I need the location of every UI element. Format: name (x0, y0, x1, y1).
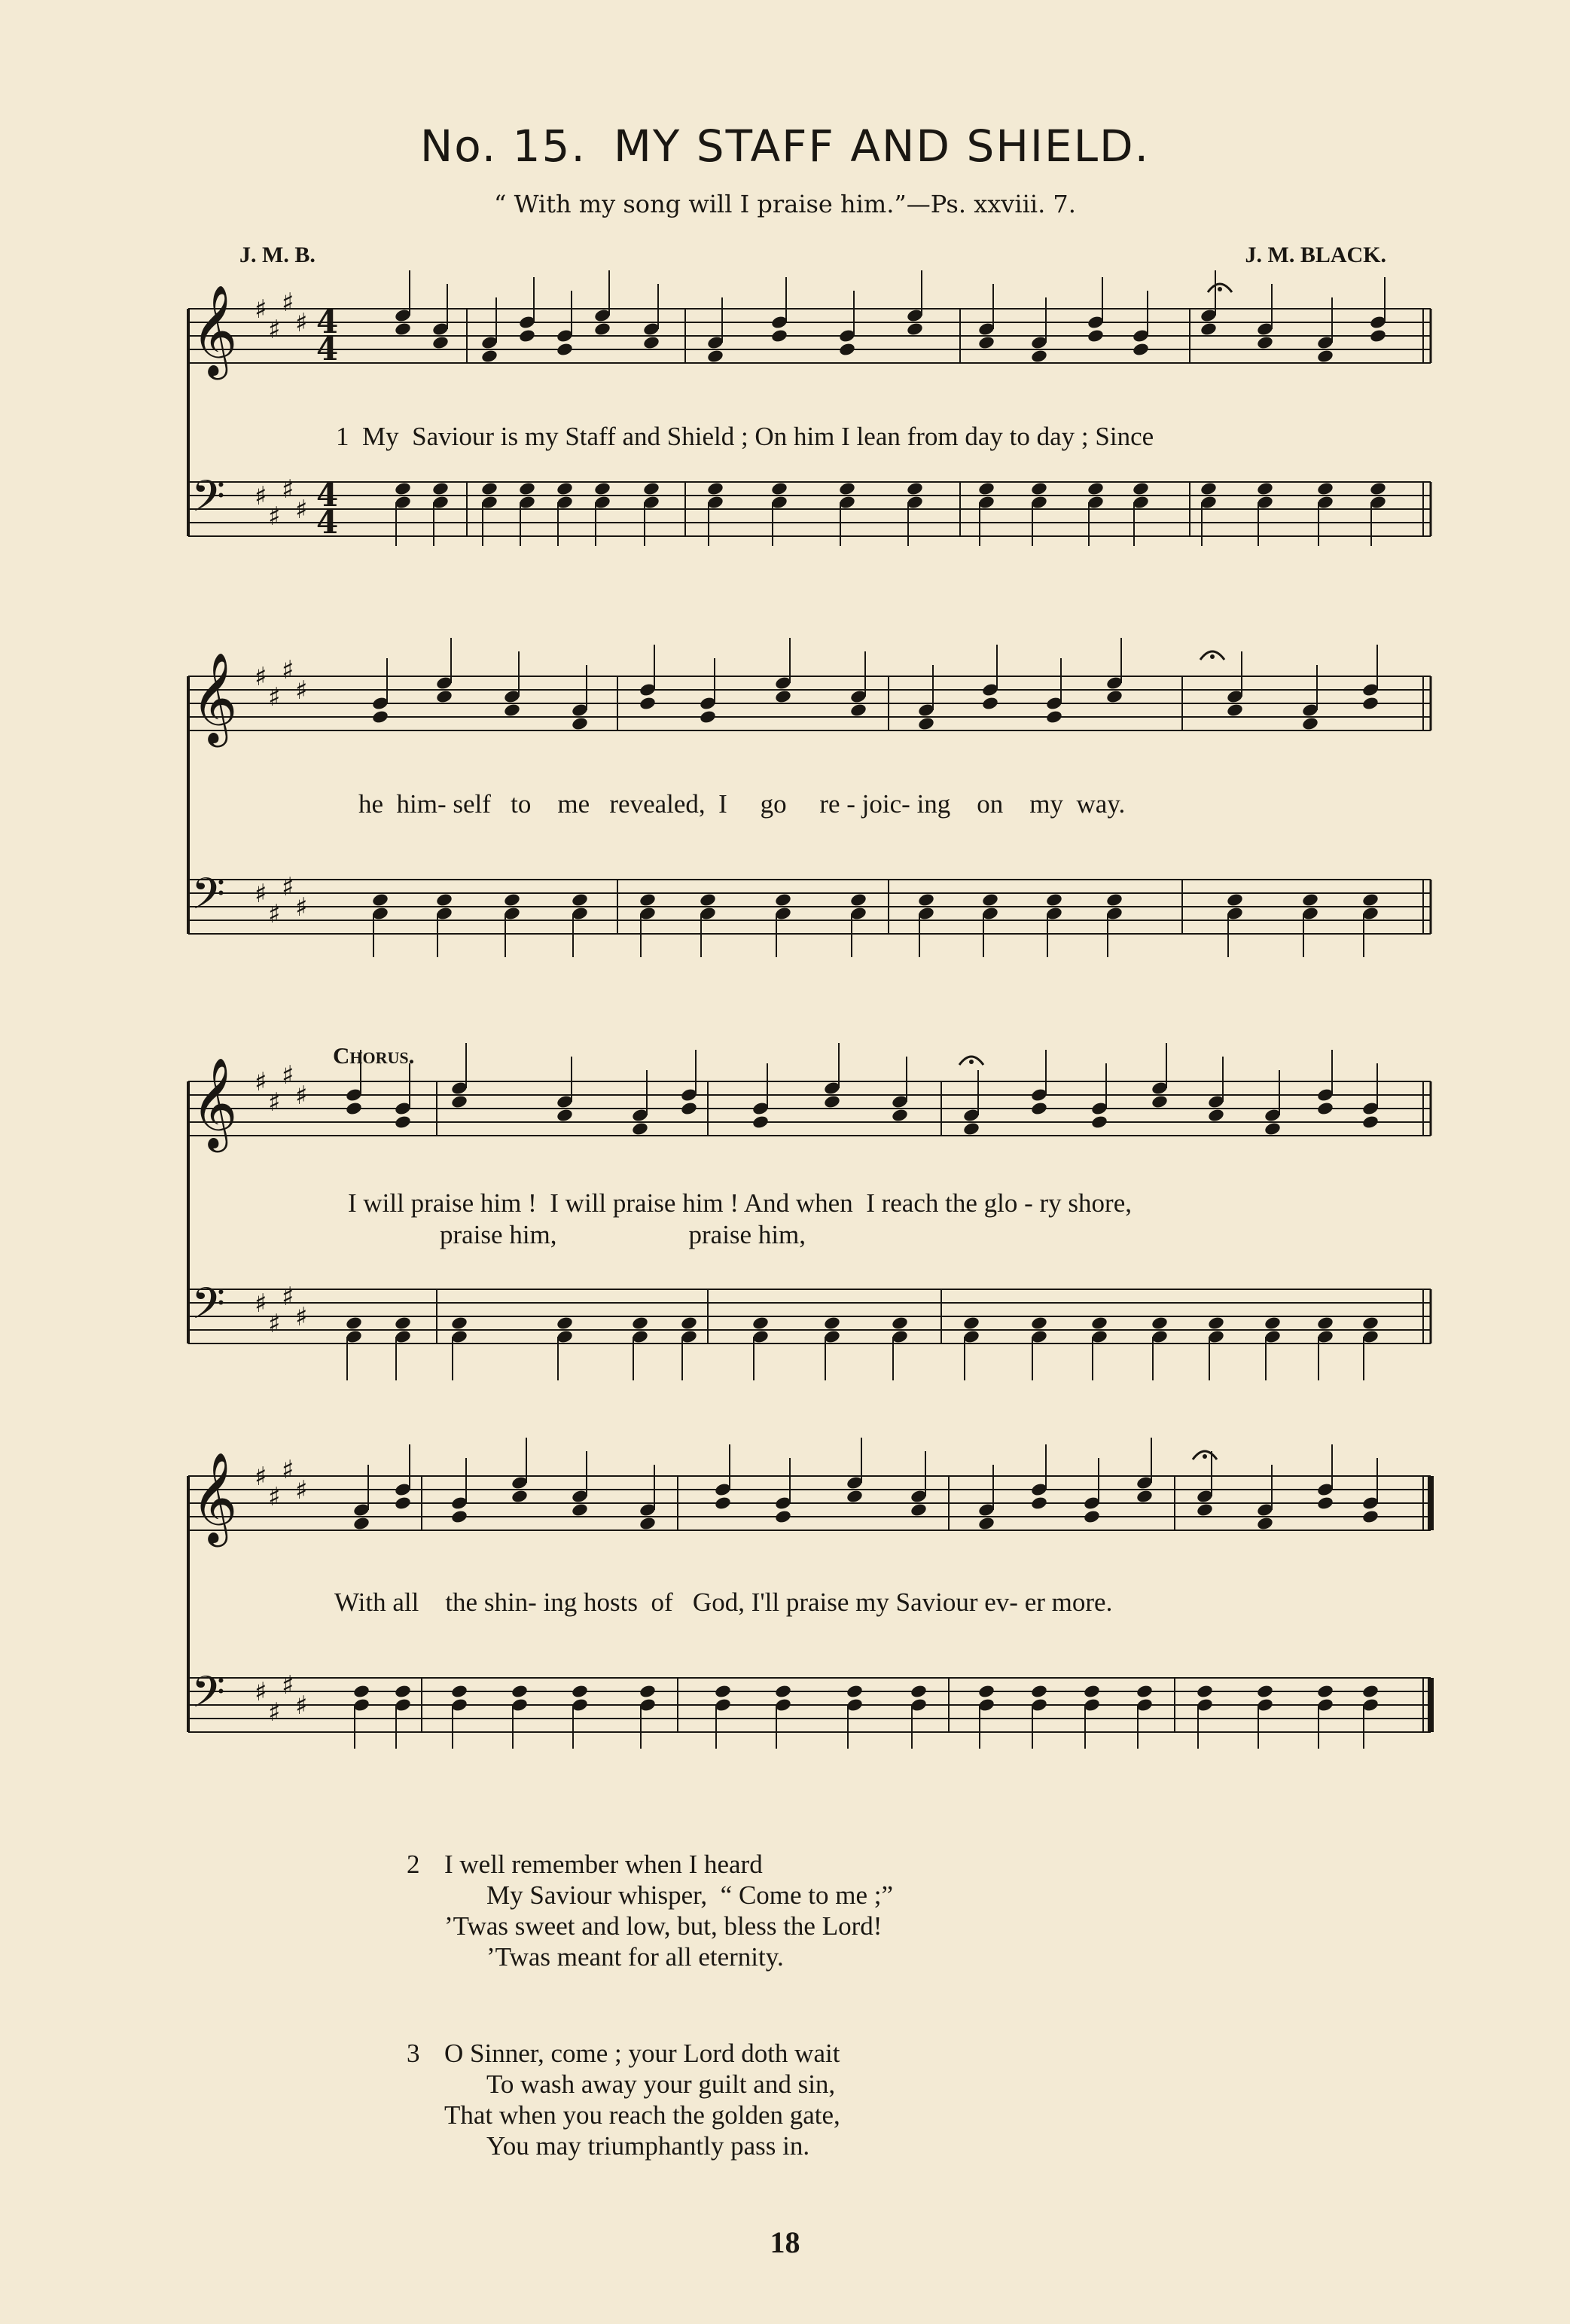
verse-line: ’Twas meant for all eternity. (486, 1942, 784, 1972)
lyrics-line-4: With all the shin- ing hosts of God, I'll praise my Saviour ev- er more. (334, 1587, 1113, 1617)
sharp-sign: ♯ (268, 502, 281, 532)
note-head (714, 1684, 732, 1699)
sharp-sign: ♯ (255, 1462, 267, 1492)
note-head (1226, 892, 1244, 907)
sharp-sign: ♯ (295, 308, 308, 338)
note-head (910, 1502, 928, 1517)
note-head (1361, 1316, 1379, 1331)
note-head (1200, 322, 1218, 337)
note-head (371, 709, 389, 724)
sharp-sign: ♯ (255, 1289, 267, 1319)
fermata (1210, 654, 1215, 659)
verse-line: ’Twas sweet and low, but, bless the Lord! (444, 1911, 883, 1941)
sharp-sign: ♯ (282, 655, 294, 685)
sharp-sign: ♯ (282, 1060, 294, 1090)
note-head (1083, 1509, 1101, 1524)
time-signature: 4 (316, 331, 339, 368)
note-head (1361, 892, 1379, 907)
sharp-sign: ♯ (282, 1670, 294, 1700)
lyrics-line-2: he him- self to me revealed, I go re - joic- ing on my way. (358, 789, 1126, 819)
sharp-sign: ♯ (255, 1067, 267, 1097)
note-head (1256, 1516, 1274, 1531)
note-head (1132, 342, 1150, 357)
note-head (571, 1684, 589, 1699)
note-head (838, 481, 856, 496)
treble-clef: 𝄞 (191, 651, 238, 743)
note-head (1030, 1684, 1048, 1699)
note-head (977, 335, 995, 350)
sharp-sign: ♯ (268, 315, 281, 345)
note-head (352, 1516, 370, 1531)
bass-clef: 𝄢 (191, 1667, 226, 1728)
note-head (770, 481, 788, 496)
time-signature: 4 (316, 504, 339, 541)
note-head (394, 1496, 412, 1511)
note-head (450, 1316, 468, 1331)
note-head (1256, 335, 1274, 350)
note-head (571, 1502, 589, 1517)
note-head (1030, 1101, 1048, 1116)
sharp-sign: ♯ (255, 481, 267, 511)
note-head (1316, 1496, 1334, 1511)
note-head (714, 1496, 732, 1511)
note-head (556, 481, 574, 496)
sharp-sign: ♯ (282, 288, 294, 318)
note-head (480, 481, 498, 496)
fermata (969, 1060, 974, 1064)
lyrics-line-3-echo: praise him, praise him, (440, 1220, 806, 1249)
note-head (556, 342, 574, 357)
note-head (977, 481, 995, 496)
treble-clef: 𝄞 (191, 1451, 238, 1543)
note-head (1361, 1115, 1379, 1130)
note-head (910, 1684, 928, 1699)
note-head (962, 1316, 980, 1331)
sharp-sign: ♯ (282, 1455, 294, 1485)
chorus-label: Chorus. (333, 1042, 415, 1069)
sharp-sign: ♯ (268, 1087, 281, 1118)
verse-3 (407, 2038, 840, 2161)
sharp-sign: ♯ (268, 682, 281, 712)
hymn-name: MY STAFF AND SHIELD. (613, 120, 1151, 172)
note-head (345, 1101, 363, 1116)
scripture-epigraph: “ With my song will I praise him.”—Ps. xxviii. 7. (494, 190, 1076, 218)
note-head (371, 892, 389, 907)
note-head (706, 349, 724, 364)
sharp-sign: ♯ (295, 1475, 308, 1505)
note-head (1196, 1684, 1214, 1699)
note-head (981, 696, 999, 711)
note-head (394, 1684, 412, 1699)
note-head (1316, 481, 1334, 496)
note-head (1090, 1316, 1108, 1331)
lyrics-line-3: I will praise him ! I will praise him ! And when I reach the glo - ry shore, (348, 1188, 1132, 1218)
note-head (1369, 481, 1387, 496)
note-head (751, 1316, 770, 1331)
note-head (511, 1684, 529, 1699)
note-head (352, 1684, 370, 1699)
sharp-sign: ♯ (295, 495, 308, 525)
note-head (891, 1316, 909, 1331)
note-head (977, 1684, 995, 1699)
sharp-sign: ♯ (295, 892, 308, 923)
note-head (846, 1684, 864, 1699)
note-head (639, 1516, 657, 1531)
note-head (774, 689, 792, 704)
sharp-sign: ♯ (255, 1677, 267, 1707)
note-head (1030, 349, 1048, 364)
note-head (1105, 892, 1123, 907)
note-head (751, 1115, 770, 1130)
note-head (631, 1316, 649, 1331)
note-head (906, 322, 924, 337)
note-head (593, 322, 611, 337)
note-head (394, 481, 412, 496)
composer-credit: J. M. BLACK. (1245, 242, 1386, 267)
sharp-sign: ♯ (255, 662, 267, 692)
verse-2 (407, 1849, 894, 1972)
bass-clef: 𝄢 (191, 868, 226, 930)
note-head (556, 1108, 574, 1123)
sharp-sign: ♯ (255, 879, 267, 909)
note-head (1090, 1115, 1108, 1130)
note-head (1105, 689, 1123, 704)
note-head (838, 342, 856, 357)
sharp-sign: ♯ (295, 1302, 308, 1332)
note-head (1136, 1684, 1154, 1699)
note-head (774, 1509, 792, 1524)
page-number: 18 (770, 2225, 800, 2259)
note-head (977, 1516, 995, 1531)
note-head (571, 716, 589, 731)
lyricist-credit: J. M. B. (239, 242, 316, 267)
note-head (1030, 481, 1048, 496)
note-head (906, 481, 924, 496)
note-head (450, 1094, 468, 1109)
note-head (639, 696, 657, 711)
fermata (1218, 287, 1222, 291)
note-head (1045, 892, 1063, 907)
note-head (518, 328, 536, 343)
bass-clef: 𝄢 (191, 471, 226, 532)
note-head (511, 1489, 529, 1504)
note-head (435, 689, 453, 704)
note-head (706, 481, 724, 496)
note-head (1132, 481, 1150, 496)
note-head (770, 328, 788, 343)
note-head (774, 892, 792, 907)
note-head (642, 481, 660, 496)
note-head (699, 892, 717, 907)
note-head (435, 892, 453, 907)
note-head (1030, 1496, 1048, 1511)
note-head (1369, 328, 1387, 343)
bass-clef: 𝄢 (191, 1278, 226, 1340)
note-head (1316, 1316, 1334, 1331)
note-head (1030, 1316, 1048, 1331)
note-head (1207, 1108, 1225, 1123)
sharp-sign: ♯ (268, 899, 281, 929)
sharp-sign: ♯ (268, 1482, 281, 1512)
note-head (394, 1316, 412, 1331)
note-head (823, 1316, 841, 1331)
note-head (1264, 1316, 1282, 1331)
note-head (450, 1684, 468, 1699)
note-head (1256, 481, 1274, 496)
verse-line: I well remember when I heard (444, 1850, 763, 1879)
sharp-sign: ♯ (282, 872, 294, 902)
sharp-sign: ♯ (295, 1081, 308, 1111)
note-head (1316, 1684, 1334, 1699)
note-head (1316, 349, 1334, 364)
note-head (593, 481, 611, 496)
note-head (1045, 709, 1063, 724)
hymn-number: No. 15. (419, 120, 587, 172)
note-head (556, 1316, 574, 1331)
note-head (1256, 1684, 1274, 1699)
note-head (639, 892, 657, 907)
note-head (1200, 481, 1218, 496)
note-head (917, 716, 935, 731)
note-head (1087, 328, 1105, 343)
note-head (450, 1509, 468, 1524)
note-head (1301, 892, 1319, 907)
note-head (1361, 1684, 1379, 1699)
note-head (981, 892, 999, 907)
note-head (571, 892, 589, 907)
sharp-sign: ♯ (295, 1691, 308, 1721)
sharp-sign: ♯ (268, 1309, 281, 1339)
note-head (846, 1489, 864, 1504)
note-head (699, 709, 717, 724)
note-head (1301, 716, 1319, 731)
note-head (518, 481, 536, 496)
verse-line: To wash away your guilt and sin, (486, 2069, 836, 2099)
verse-line: That when you reach the golden gate, (444, 2100, 840, 2130)
fermata (1203, 1454, 1207, 1459)
sharp-sign: ♯ (282, 474, 294, 505)
note-head (1083, 1684, 1101, 1699)
note-head (642, 335, 660, 350)
sharp-sign: ♯ (282, 1282, 294, 1312)
note-head (1151, 1094, 1169, 1109)
note-head (431, 481, 450, 496)
note-head (503, 703, 521, 718)
sharp-sign: ♯ (255, 294, 267, 325)
time-signature: 4 (316, 303, 339, 340)
sharp-sign: ♯ (295, 676, 308, 706)
note-head (394, 1115, 412, 1130)
note-head (891, 1108, 909, 1123)
note-head (1136, 1489, 1154, 1504)
lyrics-line-1: 1 My Saviour is my Staff and Shield ; On him I lean from day to day ; Since (336, 422, 1154, 451)
note-head (1151, 1316, 1169, 1331)
note-head (345, 1316, 363, 1331)
note-head (631, 1121, 649, 1136)
note-head (1207, 1316, 1225, 1331)
verse-line: My Saviour whisper, “ Come to me ;” (486, 1880, 894, 1910)
note-head (1361, 1509, 1379, 1524)
note-head (917, 892, 935, 907)
note-head (394, 322, 412, 337)
note-head (1316, 1101, 1334, 1116)
note-head (823, 1094, 841, 1109)
verse-line: O Sinner, come ; your Lord doth wait (444, 2039, 840, 2068)
verse-number: 3 (407, 2039, 420, 2068)
sharp-sign: ♯ (268, 1697, 281, 1728)
note-head (431, 335, 450, 350)
note-head (639, 1684, 657, 1699)
note-head (1361, 696, 1379, 711)
note-head (1226, 703, 1244, 718)
note-head (503, 892, 521, 907)
note-head (680, 1316, 698, 1331)
note-head (1264, 1121, 1282, 1136)
note-head (849, 892, 867, 907)
note-head (774, 1684, 792, 1699)
verse-number: 2 (407, 1850, 420, 1879)
note-head (680, 1101, 698, 1116)
treble-clef: 𝄞 (191, 284, 238, 376)
verse-line: You may triumphantly pass in. (486, 2131, 810, 2161)
treble-clef: 𝄞 (191, 1057, 238, 1148)
note-head (849, 703, 867, 718)
note-head (1196, 1502, 1214, 1517)
time-signature: 4 (316, 477, 339, 514)
note-head (962, 1121, 980, 1136)
note-head (480, 349, 498, 364)
note-head (1087, 481, 1105, 496)
